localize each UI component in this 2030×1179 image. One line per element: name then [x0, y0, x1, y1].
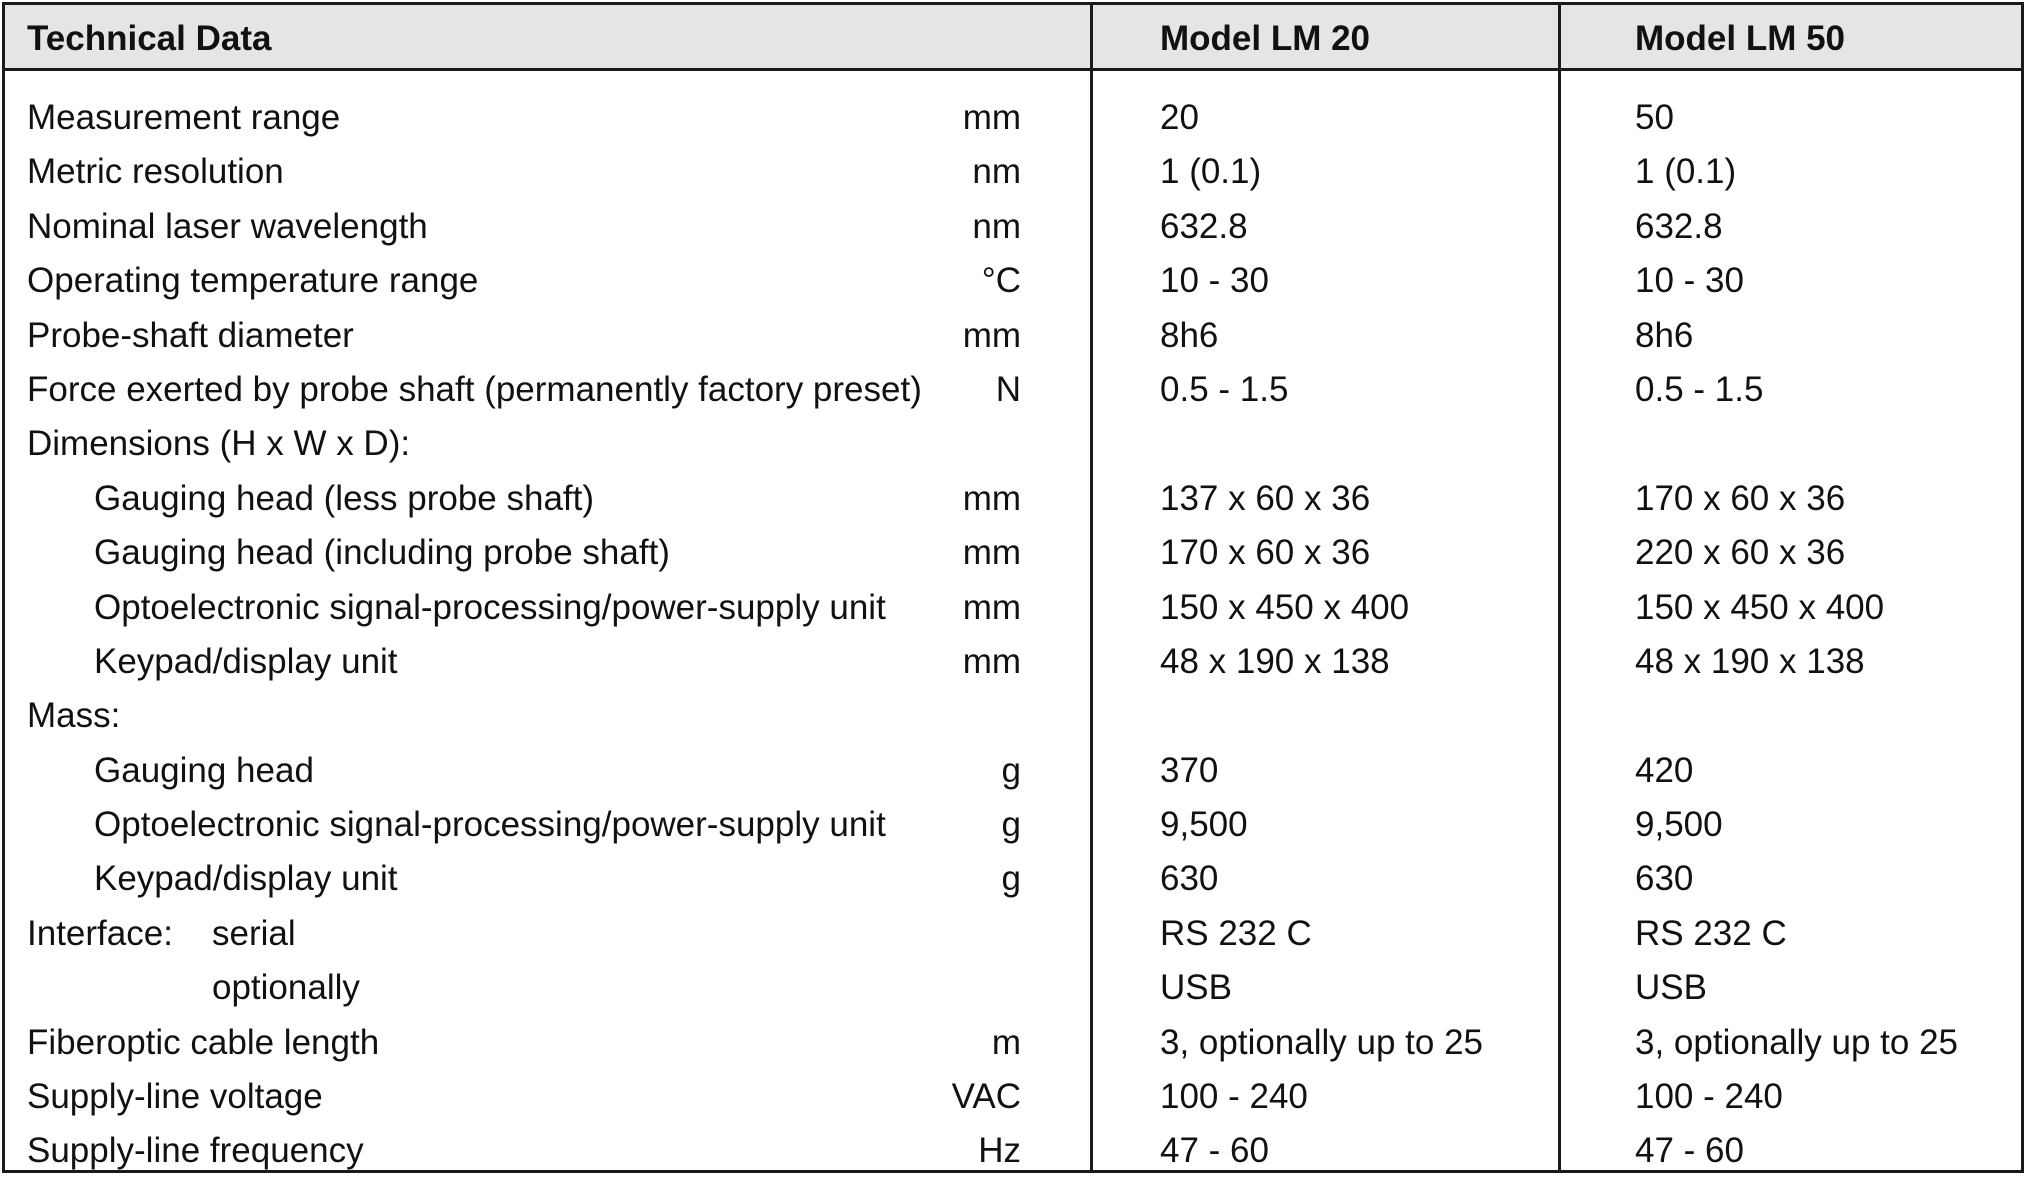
unit-label: Hz	[978, 1131, 1021, 1171]
unit-label: mm	[962, 641, 1021, 681]
table-row	[5, 581, 2021, 635]
table-row	[5, 744, 2021, 798]
unit-label: g	[1001, 750, 1021, 790]
value-lm20: 150 x 450 x 400	[1160, 587, 1410, 627]
unit-label: mm	[962, 98, 1021, 137]
value-lm50: 0.5 - 1.5	[1635, 369, 1764, 409]
value-lm50: 170 x 60 x 36	[1635, 478, 1846, 518]
value-lm20: 100 - 240	[1160, 1077, 1308, 1117]
unit-label: mm	[962, 533, 1021, 573]
value-lm50: 9,500	[1635, 805, 1723, 845]
unit-label: m	[991, 1022, 1021, 1062]
technical-data-table	[2, 2, 2024, 1173]
param-label: Mass:	[27, 696, 121, 736]
value-lm50: 10 - 30	[1635, 261, 1744, 301]
value-lm50: 150 x 450 x 400	[1635, 587, 1885, 627]
param-label: Gauging head (less probe shaft)	[94, 478, 595, 518]
header-label: Technical Data	[27, 19, 272, 58]
param-label: Nominal laser wavelength	[27, 206, 428, 246]
table-row	[5, 635, 2021, 689]
table-row	[5, 798, 2021, 852]
value-lm50: 632.8	[1635, 206, 1723, 246]
table-row	[5, 907, 2021, 961]
unit-label: nm	[972, 206, 1021, 246]
value-lm50: 1 (0.1)	[1635, 152, 1737, 192]
unit-label: mm	[962, 478, 1021, 518]
unit-label: N	[995, 369, 1021, 409]
table-row	[5, 472, 2021, 526]
unit-label: nm	[972, 152, 1021, 192]
param-label: Dimensions (H x W x D):	[27, 424, 411, 464]
value-lm20: 632.8	[1160, 206, 1248, 246]
value-lm50: 220 x 60 x 36	[1635, 533, 1846, 573]
table-row	[5, 1016, 2021, 1070]
param-label: Supply-line voltage	[27, 1077, 323, 1117]
param-label: Metric resolution	[27, 152, 284, 192]
value-lm50: 100 - 240	[1635, 1077, 1783, 1117]
table-row	[5, 254, 2021, 308]
value-lm20: 1 (0.1)	[1160, 152, 1262, 192]
param-label: Measurement range	[27, 98, 341, 137]
value-lm20: 3, optionally up to 25	[1160, 1022, 1484, 1062]
table-header	[5, 5, 2021, 71]
value-lm50: 630	[1635, 859, 1694, 899]
value-lm20: USB	[1160, 968, 1232, 1008]
table-row	[5, 1070, 2021, 1124]
param-label: Gauging head	[94, 750, 314, 790]
unit-label: °C	[981, 261, 1021, 301]
unit-label: mm	[962, 587, 1021, 627]
value-lm20: 170 x 60 x 36	[1160, 533, 1371, 573]
value-lm20: 630	[1160, 859, 1219, 899]
param-label: Keypad/display unit	[94, 859, 398, 899]
value-lm20: 8h6	[1160, 315, 1219, 355]
value-lm20: 370	[1160, 750, 1219, 790]
value-lm20: 0.5 - 1.5	[1160, 369, 1289, 409]
value-lm50: 420	[1635, 750, 1694, 790]
table-row	[5, 363, 2021, 417]
unit-label: mm	[962, 315, 1021, 355]
value-lm20: RS 232 C	[1160, 913, 1312, 953]
value-lm20: 20	[1160, 98, 1199, 137]
param-label: Optoelectronic signal-processing/power-supply unit	[94, 587, 886, 627]
table-row	[5, 526, 2021, 580]
value-lm50: 47 - 60	[1635, 1131, 1744, 1171]
value-lm50: USB	[1635, 968, 1707, 1008]
table-row	[5, 961, 2021, 1015]
param-label: Supply-line frequency	[27, 1131, 364, 1171]
param-label: Operating temperature range	[27, 261, 479, 301]
table-row	[5, 852, 2021, 906]
table-body	[5, 91, 2021, 1179]
param-label: Keypad/display unit	[94, 641, 398, 681]
param-label: Force exerted by probe shaft (permanently factory preset)	[27, 369, 922, 409]
param-label: Probe-shaft diameter	[27, 315, 354, 355]
value-lm20: 10 - 30	[1160, 261, 1269, 301]
param-sublabel: serial	[212, 913, 296, 953]
value-lm20: 47 - 60	[1160, 1131, 1269, 1171]
param-label: Optoelectronic signal-processing/power-supply unit	[94, 805, 886, 845]
table-row	[5, 689, 2021, 743]
param-label: Gauging head (including probe shaft)	[94, 533, 670, 573]
param-sublabel: optionally	[212, 968, 360, 1008]
header-model-lm20: Model LM 20	[1160, 19, 1371, 58]
value-lm20: 137 x 60 x 36	[1160, 478, 1371, 518]
value-lm20: 9,500	[1160, 805, 1248, 845]
table-row	[5, 91, 2021, 145]
table-row	[5, 1124, 2021, 1178]
param-label: Fiberoptic cable length	[27, 1022, 380, 1062]
unit-label: g	[1001, 805, 1021, 845]
param-label: Interface:	[27, 913, 173, 953]
unit-label: VAC	[951, 1077, 1021, 1117]
table-row	[5, 309, 2021, 363]
value-lm50: 50	[1635, 98, 1674, 137]
value-lm50: 48 x 190 x 138	[1635, 641, 1865, 681]
table-row	[5, 200, 2021, 254]
value-lm50: 3, optionally up to 25	[1635, 1022, 1959, 1062]
value-lm50: RS 232 C	[1635, 913, 1787, 953]
unit-label: g	[1001, 859, 1021, 899]
header-model-lm50: Model LM 50	[1635, 19, 1846, 58]
value-lm20: 48 x 190 x 138	[1160, 641, 1390, 681]
table-row	[5, 417, 2021, 471]
value-lm50: 8h6	[1635, 315, 1694, 355]
table-row	[5, 145, 2021, 199]
